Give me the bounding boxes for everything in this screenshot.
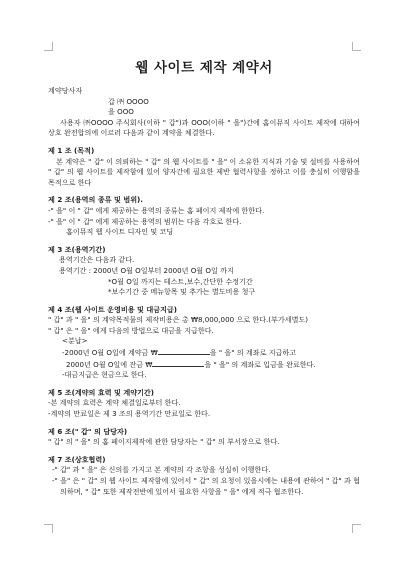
article-5-heading: 제 5 조(계약의 효력 및 계약기간) bbox=[48, 387, 154, 397]
article-4-line: -대금지급은 현금으로 한다. bbox=[62, 370, 147, 380]
article-2-line: -" 을" 이 " 갑" 에게 제공하는 용역의 범위는 다음 각호로 한다. bbox=[48, 216, 242, 226]
article-2-line: -" 을" 이 " 갑" 에게 제공하는 용역의 종류는 홈 페이지 제작에 한한다. bbox=[48, 205, 265, 215]
party-eul: 을 OOO bbox=[108, 107, 134, 117]
article-4-line: <분납> bbox=[62, 336, 88, 346]
balance-text-tail: 을 " 을" 의 계좌로 입금을 완료한다. bbox=[204, 359, 316, 369]
article-1-text: 본 계약은 " 갑" 이 의뢰하는 " 갑" 의 웹 사이트를 " 을" 이 소유한 지식과 기술 및 설비를 사용하여 " 갑" 의 웹 사이트를 제작함에 있어 양자간에 필요한 제반 협력사항을 정하고 이를 충실히 이행함을 목적으로 한다 bbox=[48, 156, 363, 187]
article-3-line: 용역기간 : 2000년 O월 O일부터 2000년 O월 O일 까지 bbox=[59, 265, 234, 275]
article-6-line: " 갑" 의 " 을" 의 홈 페이지제작에 관한 담당자는 " 갑" 의 부서장으로 한다. bbox=[48, 437, 280, 447]
article-3-line: *보수기간 중 메뉴항목 및 추가는 별도비용 청구 bbox=[108, 287, 256, 297]
deposit-text-tail: 을 " 을" 의 계좌로 지급하고 bbox=[209, 348, 297, 358]
parties-heading: 계약당사자 bbox=[48, 86, 83, 95]
article-7-line: -" 갑" 과 " 을" 은 신의를 가지고 본 계약의 각 조항을 성실히 이행한다. bbox=[52, 465, 271, 475]
document-body bbox=[48, 60, 363, 497]
article-4-line bbox=[48, 359, 360, 371]
article-4-line: " 갑" 은 " 을" 에게 다음의 방법으로 대금을 지급한다. bbox=[48, 325, 214, 335]
document-title: 웹 사이트 제작 계약서 bbox=[135, 60, 273, 76]
article-4-line: " 갑" 과 " 을" 의 계약목적물의 제작비용은 총 ₩8,000,000 으로 한다.(부가세별도) bbox=[48, 315, 309, 325]
article-7-heading: 제 7 조(상호협력) bbox=[48, 454, 106, 464]
article-6-heading: 제 6 조(" 갑" 의 담당자) bbox=[48, 426, 128, 436]
article-5-line: -본 계약의 효력은 계약 체결일로부터 한다. bbox=[48, 398, 181, 408]
balance-amount-blank bbox=[152, 359, 204, 367]
article-3-line: 용역기간은 다음과 같다. bbox=[59, 255, 135, 265]
crop-mark-bottom-left bbox=[44, 524, 53, 533]
article-2-heading: 제 2 조(용역의 종류 및 범위). bbox=[48, 195, 143, 205]
article-7-line: -" 을" 은 " 갑" 의 웹 사이트 제작함에 있어서 " 갑" 의 요청이 있을시에는 내용에 관하여 " 갑" 과 협의하며, " 갑" 또한 제작전반에 있어서 필요한 사항을 " 을" 에게 적극 협조한다. bbox=[52, 476, 360, 496]
article-4-line bbox=[48, 347, 360, 359]
deposit-text: -2000년 O월 O일에 계약금 ₩ bbox=[62, 348, 158, 358]
article-3-line: *O월 O일 까지는 테스트,보수,간단한 수정기간 bbox=[108, 276, 253, 286]
crop-mark-top-right bbox=[352, 42, 361, 51]
crop-mark-top-left bbox=[44, 42, 53, 51]
article-1-heading: 제 1 조 (목적) bbox=[48, 145, 95, 155]
article-3-heading: 제 3 조(용역기간) bbox=[48, 244, 106, 254]
party-gap: 갑 ㈜ OOOO bbox=[108, 96, 149, 106]
article-5-line: -계약의 만료일은 제 3 조의 용역기간 만료일로 한다. bbox=[48, 409, 211, 419]
crop-mark-bottom-right bbox=[352, 524, 361, 533]
article-2-line: 홈이뮤직 웹 사이트 디자인 및 코딩 bbox=[66, 227, 174, 237]
balance-text: 2000년 O월 O일에 잔금 ₩ bbox=[66, 359, 153, 369]
deposit-amount-blank bbox=[158, 347, 210, 355]
parties-intro: 사용자 ㈜OOOO 주식회사(이하 " 갑")과 OOO(이하 " 을")간에 홈이뮤직 사이트 제작에 대하여 상호 완전합의에 이르러 다음과 같이 계약을 체결한다. bbox=[48, 117, 363, 138]
article-4-heading: 제 4 조(웹 사이트 운영비용 및 대금지급) bbox=[48, 304, 178, 314]
